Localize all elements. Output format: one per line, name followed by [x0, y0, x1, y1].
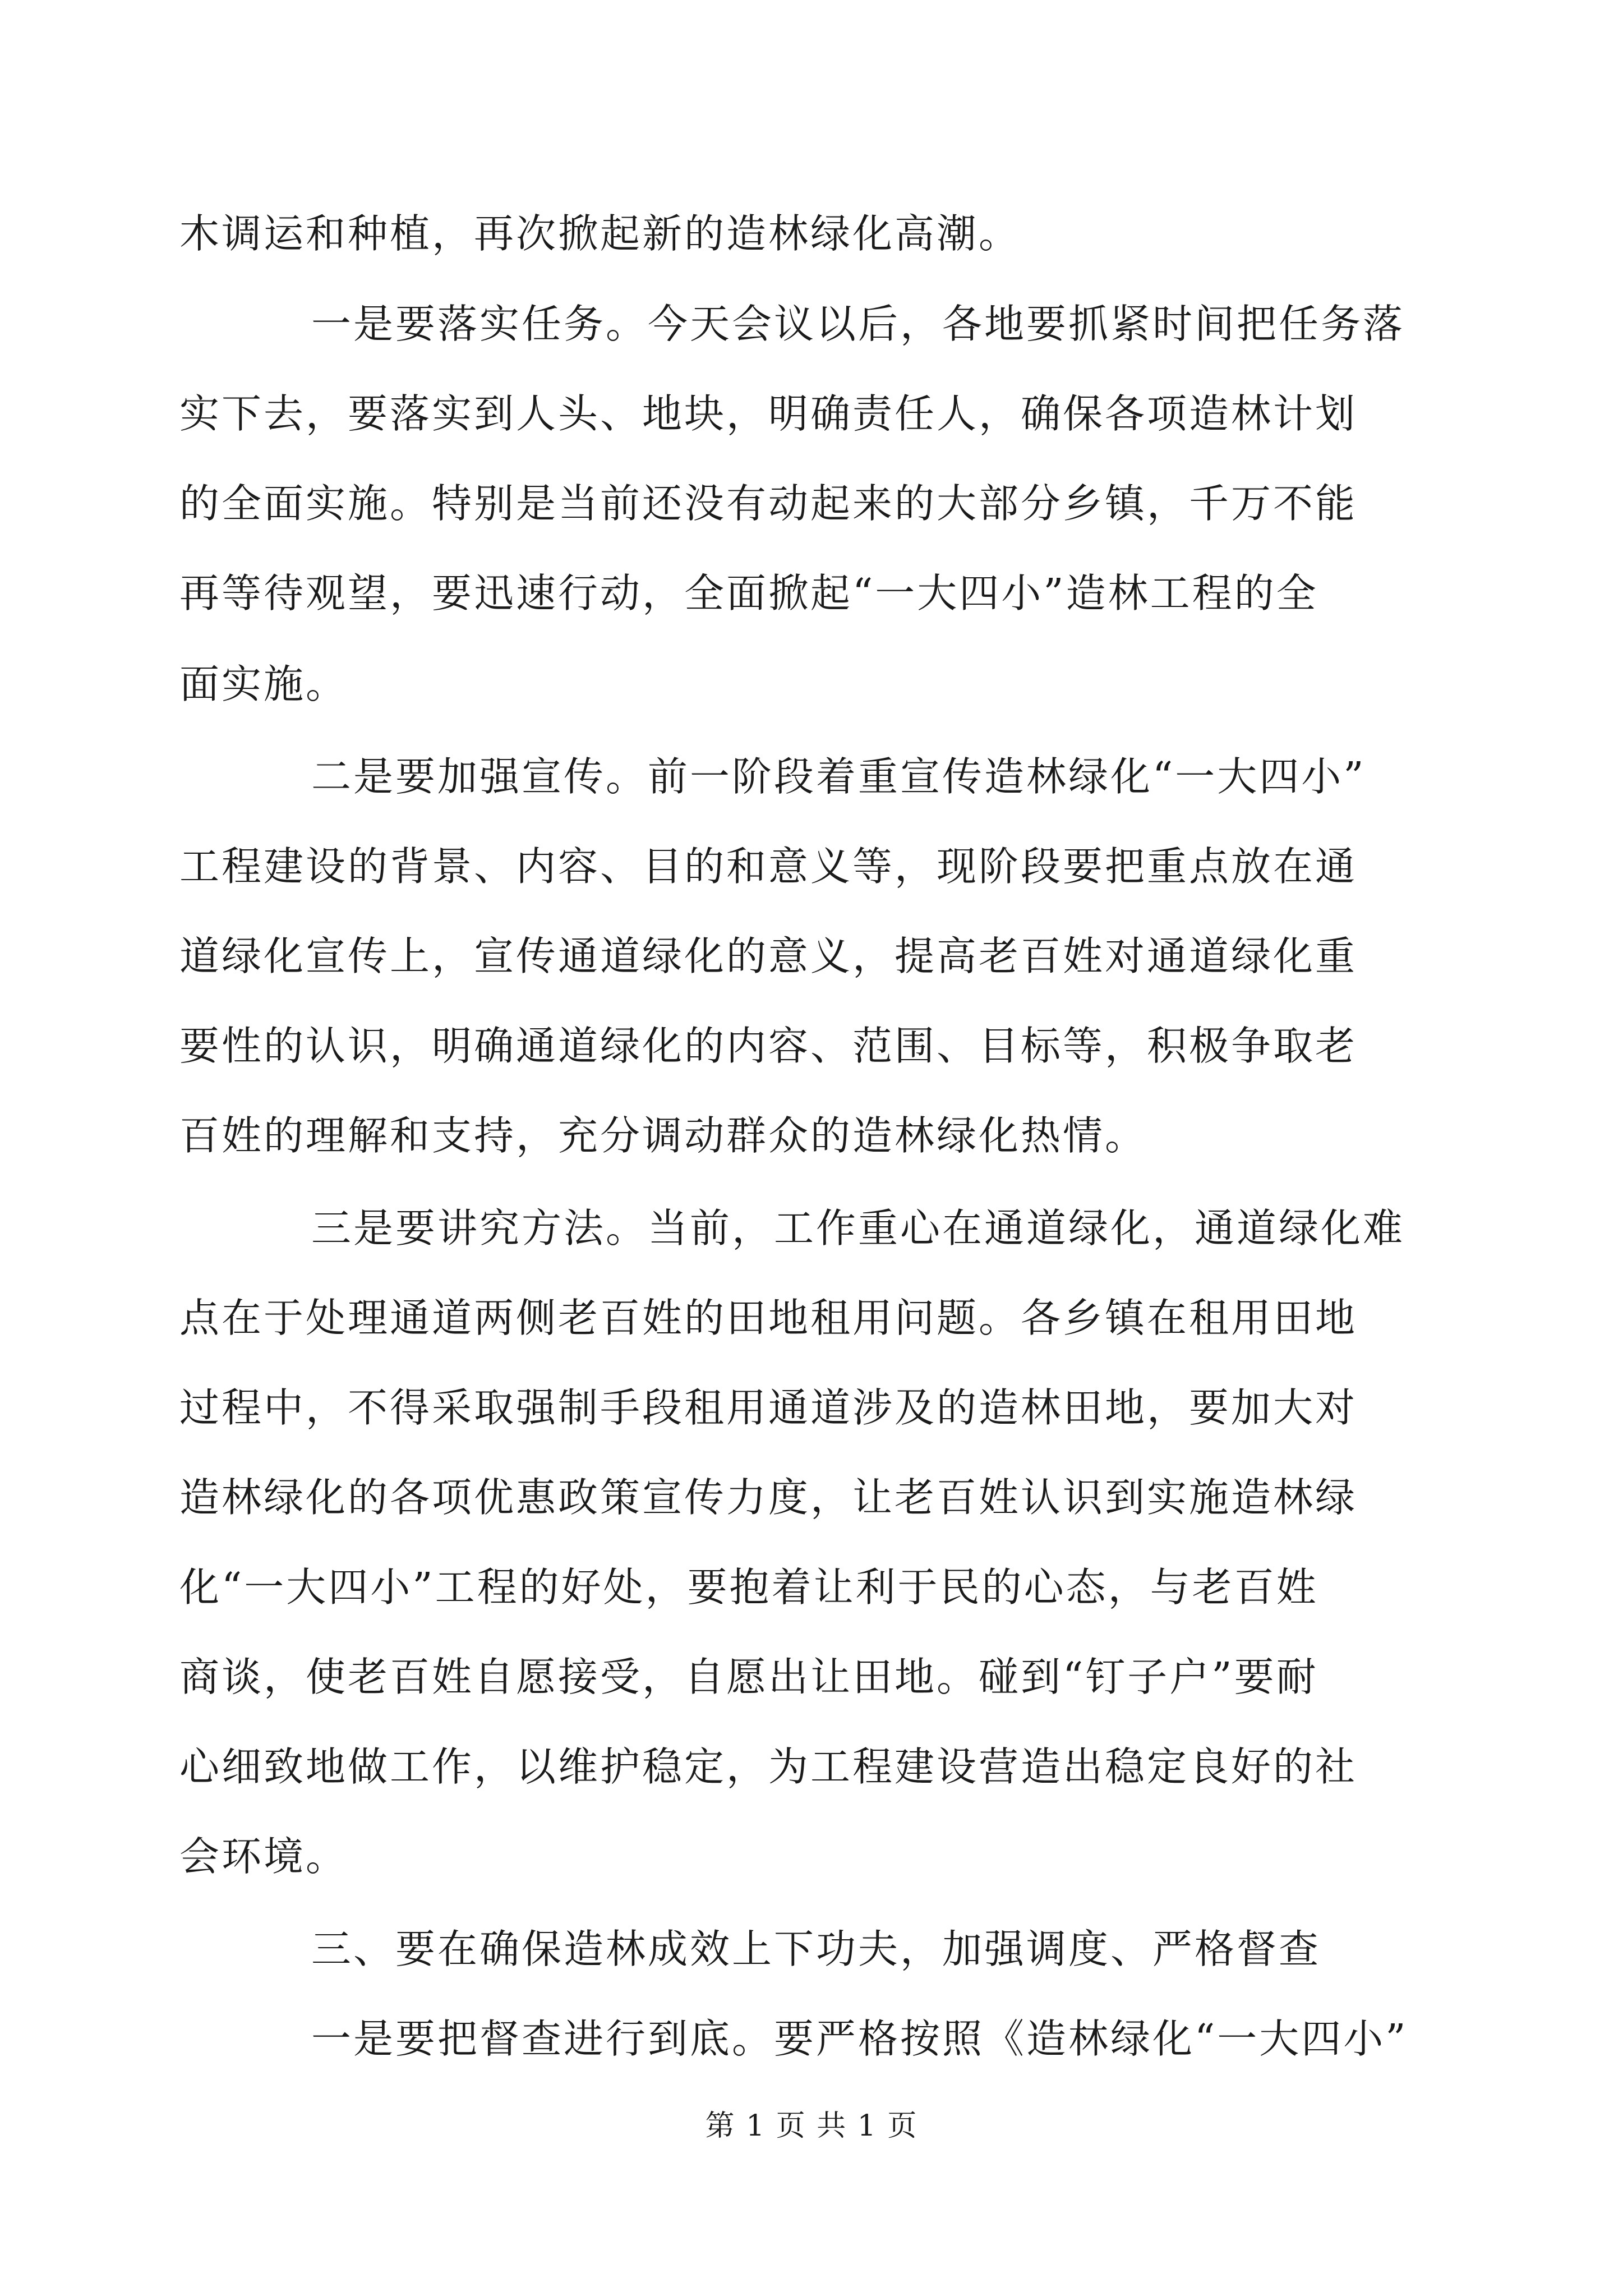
body-line-17: 商谈，使老百姓自愿接受，自愿出让田地。碰到“钉子户”要耐 [179, 1654, 1318, 1700]
body-line-21: 一是要把督查进行到底。要严格按照《造林绿化“一大四小” [311, 2016, 1408, 2062]
body-line-4: 的全面实施。特别是当前还没有动起来的大部分乡镇，千万不能 [179, 480, 1358, 527]
body-line-12: 三是要讲究方法。当前，工作重心在通道绿化，通道绿化难 [311, 1205, 1405, 1251]
body-line-7: 二是要加强宣传。前一阶段着重宣传造林绿化“一大四小” [311, 753, 1366, 800]
body-line-3: 实下去，要落实到人头、地块，明确责任人，确保各项造林计划 [179, 390, 1358, 437]
body-line-16: 化“一大四小”工程的好处，要抱着让利于民的心态，与老百姓 [179, 1564, 1318, 1611]
page-number-footer: 第 1 页 共 1 页 [705, 2109, 918, 2143]
body-line-6: 面实施。 [179, 661, 348, 707]
body-line-14: 过程中，不得采取强制手段租用通道涉及的造林田地，要加大对 [179, 1384, 1358, 1431]
body-line-11: 百姓的理解和支持，充分调动群众的造林绿化热情。 [179, 1112, 1147, 1159]
body-line-9: 道绿化宣传上，宣传通道绿化的意义，提高老百姓对通道绿化重 [179, 933, 1358, 979]
body-line-5: 再等待观望，要迅速行动，全面掀起“一大四小”造林工程的全 [179, 570, 1318, 616]
body-line-19: 会环境。 [179, 1833, 348, 1880]
body-line-18: 心细致地做工作，以维护稳定，为工程建设营造出稳定良好的社 [179, 1743, 1358, 1790]
body-line-2: 一是要落实任务。今天会议以后，各地要抓紧时间把任务落 [311, 301, 1405, 347]
body-line-15: 造林绿化的各项优惠政策宣传力度，让老百姓认识到实施造林绿 [179, 1474, 1358, 1521]
body-line-8: 工程建设的背景、内容、目的和意义等，现阶段要把重点放在通 [179, 843, 1358, 890]
section-heading: 三、要在确保造林成效上下功夫，加强调度、严格督查 [311, 1926, 1321, 1972]
body-line-1: 木调运和种植，再次掀起新的造林绿化高潮。 [179, 210, 1021, 257]
body-line-13: 点在于处理通道两侧老百姓的田地租用问题。各乡镇在租用田地 [179, 1295, 1358, 1341]
body-line-10: 要性的认识，明确通道绿化的内容、范围、目标等，积极争取老 [179, 1023, 1358, 1069]
